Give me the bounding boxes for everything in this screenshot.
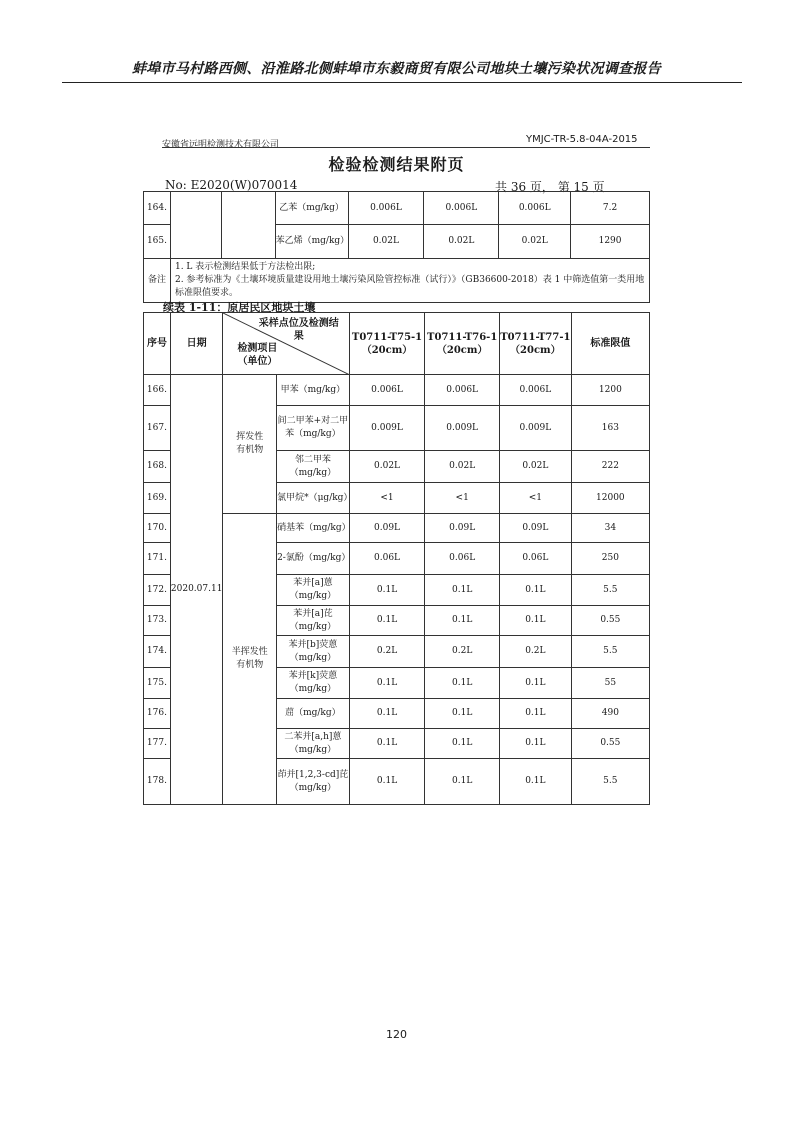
results-table-main [143, 312, 650, 805]
value-cell: 0.006L [499, 192, 571, 225]
value-cell: 0.006L [348, 192, 424, 225]
row-number: 175. [144, 668, 171, 699]
value-cell: 0.1L [500, 668, 572, 699]
limit-cell: 34 [571, 514, 649, 543]
value-cell: 0.02L [425, 451, 500, 483]
value-cell: 0.1L [425, 729, 500, 759]
row-number: 178. [144, 759, 171, 805]
value-cell: 0.1L [425, 575, 500, 606]
group-svoc: 半挥发性有机物 [223, 514, 277, 805]
limit-cell: 1290 [571, 225, 650, 259]
item-cell: 氯甲烷*（μg/kg） [277, 483, 350, 514]
value-cell: 0.006L [500, 375, 572, 406]
value-cell: 0.09L [349, 514, 425, 543]
limit-cell: 55 [571, 668, 649, 699]
value-cell: 0.02L [348, 225, 424, 259]
value-cell: 0.009L [349, 406, 425, 451]
header-rule [62, 82, 742, 83]
header-limit: 标准限值 [571, 313, 649, 375]
item-cell: 苯并[a]芘（mg/kg） [277, 606, 350, 636]
value-cell: 0.1L [425, 759, 500, 805]
row-number: 172. [144, 575, 171, 606]
group-cell [221, 192, 275, 259]
document-header: 蚌埠市马村路西侧、沿淮路北侧蚌埠市东毅商贸有限公司地块土壤污染状况调查报告 [131, 61, 662, 77]
limit-cell: 5.5 [571, 759, 649, 805]
row-number: 167. [144, 406, 171, 451]
limit-cell: 490 [571, 699, 649, 729]
value-cell: 0.1L [425, 668, 500, 699]
remark-label: 备注 [144, 259, 171, 303]
row-number: 176. [144, 699, 171, 729]
results-table-top [143, 191, 650, 303]
value-cell: 0.02L [424, 225, 499, 259]
item-cell: 甲苯（mg/kg） [277, 375, 350, 406]
value-cell: 0.06L [500, 543, 572, 575]
header-test-item: 检测项目（单位） [237, 343, 278, 367]
value-cell: 0.02L [500, 451, 572, 483]
limit-cell: 5.5 [571, 575, 649, 606]
item-cell: 2-氯酚（mg/kg） [277, 543, 350, 575]
report-number: No: E2020(W)070014 [165, 178, 298, 192]
table-continuation-title: 续表 1-11：原居民区地块土壤 [163, 301, 316, 314]
date-cell: 2020.07.11 [170, 375, 223, 805]
limit-cell: 12000 [571, 483, 649, 514]
value-cell: 0.1L [349, 606, 425, 636]
row-number: 174. [144, 636, 171, 668]
value-cell: 0.1L [349, 668, 425, 699]
value-cell: 0.006L [349, 375, 425, 406]
value-cell: 0.2L [425, 636, 500, 668]
value-cell: 0.006L [425, 375, 500, 406]
header-col2: T0711-T76-1（20cm） [425, 313, 500, 375]
item-cell: 二苯并[a,h]蒽（mg/kg） [277, 729, 350, 759]
remark-line-1: 1. L 表示检测结果低于方法检出限; [174, 262, 316, 272]
value-cell: 0.1L [349, 759, 425, 805]
header-col3: T0711-T77-1（20cm） [500, 313, 572, 375]
remark-row [144, 259, 650, 303]
row-number: 170. [144, 514, 171, 543]
header-row [144, 313, 650, 375]
value-cell: 0.1L [425, 606, 500, 636]
value-cell: 0.009L [425, 406, 500, 451]
item-cell: 苯并[k]荧蒽（mg/kg） [277, 668, 350, 699]
value-cell: 0.02L [349, 451, 425, 483]
item-cell: 䓛（mg/kg） [277, 699, 350, 729]
item-cell: 苯并[b]荧蒽（mg/kg） [277, 636, 350, 668]
row-number: 173. [144, 606, 171, 636]
value-cell: <1 [500, 483, 572, 514]
value-cell: 0.06L [425, 543, 500, 575]
value-cell: 0.1L [500, 575, 572, 606]
page-count: 共 36 页， 第 15 页 [495, 180, 605, 194]
group-voc: 挥发性有机物 [223, 375, 277, 514]
row-number: 168. [144, 451, 171, 483]
limit-cell: 250 [571, 543, 649, 575]
value-cell: 0.1L [500, 759, 572, 805]
limit-cell: 5.5 [571, 636, 649, 668]
header-diagonal-cell [223, 313, 349, 375]
item-cell: 苯乙烯（mg/kg） [275, 225, 348, 259]
row-number: 165. [144, 225, 171, 259]
remark-line-2: 2. 参考标准为《土壤环境质量建设用地土壤污染风险管控标准（试行）》（GB36600-2018）表 1 中筛选值第一类用地标准限值要求。 [174, 275, 645, 298]
header-date: 日期 [170, 313, 223, 375]
form-code: YMJC-TR-5.8-04A-2015 [526, 134, 638, 145]
table-row [144, 192, 650, 225]
row-number: 166. [144, 375, 171, 406]
row-number: 177. [144, 729, 171, 759]
limit-cell: 7.2 [571, 192, 650, 225]
item-cell: 茚并[1,2,3-cd]芘（mg/kg） [277, 759, 350, 805]
date-cell [170, 192, 221, 259]
header-col1: T0711-T75-1（20cm） [349, 313, 425, 375]
remark-text [170, 259, 649, 303]
table-row [144, 375, 650, 406]
value-cell: 0.1L [349, 575, 425, 606]
limit-cell: 163 [571, 406, 649, 451]
limit-cell: 1200 [571, 375, 649, 406]
value-cell: <1 [349, 483, 425, 514]
limit-cell: 0.55 [571, 606, 649, 636]
value-cell: 0.09L [500, 514, 572, 543]
limit-cell: 222 [571, 451, 649, 483]
value-cell: 0.1L [500, 699, 572, 729]
value-cell: 0.06L [349, 543, 425, 575]
item-cell: 硝基苯（mg/kg） [277, 514, 350, 543]
row-number: 164. [144, 192, 171, 225]
item-cell: 苯并[a]蒽（mg/kg） [277, 575, 350, 606]
page-number: 120 [386, 1028, 407, 1041]
value-cell: 0.02L [499, 225, 571, 259]
value-cell: 0.1L [349, 729, 425, 759]
value-cell: 0.1L [500, 729, 572, 759]
row-number: 171. [144, 543, 171, 575]
limit-cell: 0.55 [571, 729, 649, 759]
item-cell: 乙苯（mg/kg） [275, 192, 348, 225]
header-sampling-points: 采样点位及检测结果 [258, 318, 339, 342]
value-cell: <1 [425, 483, 500, 514]
value-cell: 0.1L [500, 606, 572, 636]
value-cell: 0.1L [349, 699, 425, 729]
item-cell: 邻二甲苯（mg/kg） [277, 451, 350, 483]
value-cell: 0.1L [425, 699, 500, 729]
value-cell: 0.006L [424, 192, 499, 225]
value-cell: 0.2L [500, 636, 572, 668]
row-number: 169. [144, 483, 171, 514]
header-seq: 序号 [144, 313, 171, 375]
page-title: 检验检测结果附页 [328, 155, 465, 174]
company-name: 安徽省远明检测技术有限公司 [162, 140, 280, 150]
top-rule [162, 147, 650, 148]
value-cell: 0.09L [425, 514, 500, 543]
value-cell: 0.2L [349, 636, 425, 668]
item-cell: 间二甲苯+对二甲苯（mg/kg） [277, 406, 350, 451]
value-cell: 0.009L [500, 406, 572, 451]
